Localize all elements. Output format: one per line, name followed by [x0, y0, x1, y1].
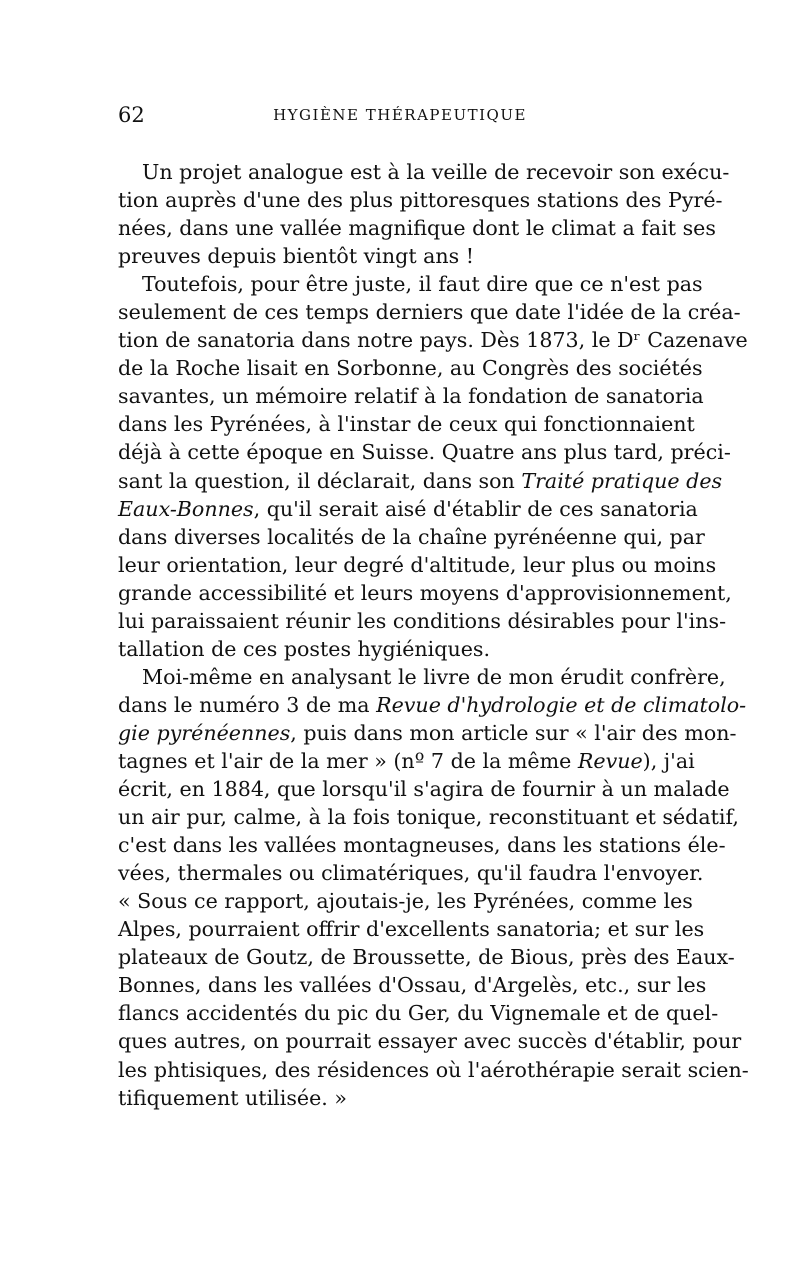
page-number: 62 — [118, 103, 145, 127]
text-line: dans diverses localités de la chaîne pyrénéenne qui, par — [118, 524, 705, 549]
body-text — [118, 158, 749, 1112]
text-line-with-italic — [118, 719, 737, 747]
text-line-with-italic — [118, 691, 747, 719]
text-segment: ), j'ai — [642, 748, 695, 773]
text-line: nées, dans une vallée magnifique dont le climat a fait ses — [118, 216, 716, 241]
running-head — [118, 100, 682, 130]
paragraph-3 — [118, 663, 749, 1112]
text-line: flancs accidentés du pic du Ger, du Vignemale et de quel- — [118, 1001, 719, 1026]
text-line: de la Roche lisait en Sorbonne, au Congrès des sociétés — [118, 356, 703, 381]
text-segment: , qu'il serait aisé d'établir de ces sanatoria — [253, 496, 698, 521]
text-line: vées, thermales ou climatériques, qu'il faudra l'envoyer. — [118, 861, 704, 886]
text-line: les phtisiques, des résidences où l'aérothérapie serait scien- — [118, 1057, 749, 1082]
text-line: tifiquement utilisée. » — [118, 1085, 347, 1110]
text-segment: dans le numéro 3 de ma — [118, 692, 377, 717]
text-line: Alpes, pourraient offrir d'excellents sanatoria; et sur les — [118, 917, 705, 942]
paragraph-2 — [118, 270, 748, 663]
text-line: savantes, un mémoire relatif à la fondation de sanatoria — [118, 384, 704, 409]
text-line-with-italic — [118, 495, 698, 523]
text-line: tion auprès d'une des plus pittoresques stations des Pyré- — [118, 188, 723, 213]
text-line: plateaux de Goutz, de Broussette, de Bious, près des Eaux- — [118, 945, 735, 970]
text-line: tallation de ces postes hygiéniques. — [118, 636, 491, 661]
book-page — [118, 100, 749, 1112]
text-line: leur orientation, leur degré d'altitude, leur plus ou moins — [118, 552, 717, 577]
italic-title: gie pyrénéennes — [118, 720, 291, 745]
text-line: c'est dans les vallées montagneuses, dans les stations éle- — [118, 833, 726, 858]
text-line: écrit, en 1884, que lorsqu'il s'agira de fournir à un malade — [118, 777, 730, 802]
text-line: tion de sanatoria dans notre pays. Dès 1873, le Dʳ Cazenave — [118, 328, 748, 353]
italic-title: Revue d'hydrologie et de climatolo- — [376, 692, 747, 717]
text-line: Toutefois, pour être juste, il faut dire que ce n'est pas — [142, 272, 703, 297]
text-line: Bonnes, dans les vallées d'Ossau, d'Argelès, etc., sur les — [118, 973, 707, 998]
text-line: lui paraissaient réunir les conditions désirables pour l'ins- — [118, 608, 727, 633]
italic-title: Revue — [577, 748, 643, 773]
text-line: Un projet analogue est à la veille de recevoir son exécu- — [142, 160, 730, 184]
text-line: seulement de ces temps derniers que date l'idée de la créa- — [118, 300, 741, 325]
italic-title: Eaux-Bonnes — [118, 496, 254, 521]
text-line-with-italic — [118, 467, 723, 495]
paragraph-1 — [118, 158, 730, 270]
text-segment: , puis dans mon article sur « l'air des mon- — [290, 720, 737, 745]
text-line-with-italic — [118, 747, 695, 775]
text-line: un air pur, calme, à la fois tonique, reconstituant et sédatif, — [118, 805, 739, 830]
italic-title: Traité pratique des — [521, 468, 723, 493]
text-line: déjà à cette époque en Suisse. Quatre ans plus tard, préci- — [118, 440, 731, 465]
text-line: preuves depuis bientôt vingt ans ! — [118, 244, 475, 269]
text-line: ques autres, on pourrait essayer avec succès d'établir, pour — [118, 1029, 742, 1054]
text-line: « Sous ce rapport, ajoutais-je, les Pyrénées, comme les — [118, 889, 693, 914]
text-line: Moi-même en analysant le livre de mon érudit confrère, — [142, 664, 726, 689]
text-segment: sant la question, il déclarait, dans son — [118, 468, 522, 493]
text-line: grande accessibilité et leurs moyens d'approvisionnement, — [118, 580, 732, 605]
text-segment: tagnes et l'air de la mer » (nº 7 de la même — [118, 748, 578, 773]
running-title: HYGIÈNE THÉRAPEUTIQUE — [273, 106, 527, 124]
text-line: dans les Pyrénées, à l'instar de ceux qui fonctionnaient — [118, 412, 695, 437]
